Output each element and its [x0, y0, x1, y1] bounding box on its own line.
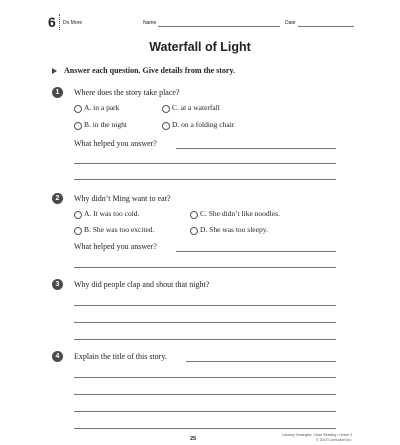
q1-answer-line-2[interactable] — [74, 163, 336, 164]
question-1-followup: What helped you answer? — [74, 139, 157, 148]
q1-option-a-label: A. in a park — [84, 103, 120, 112]
q4-answer-line-4[interactable] — [74, 411, 336, 412]
page-title: Waterfall of Light — [149, 40, 251, 54]
q2-option-b-radio[interactable] — [74, 227, 82, 235]
date-field[interactable] — [298, 26, 354, 27]
q4-answer-line-1[interactable] — [186, 361, 336, 362]
q3-answer-line-1[interactable] — [74, 305, 336, 306]
q1-option-b-label: B. in the night — [84, 120, 127, 129]
q2-option-a-radio[interactable] — [74, 211, 82, 219]
q2-option-b-label: B. She was too excited. — [84, 225, 155, 234]
q3-answer-line-3[interactable] — [74, 339, 336, 340]
question-4-number: 4 — [52, 351, 63, 362]
question-2-number: 2 — [52, 193, 63, 204]
question-4-text: Explain the title of this story. — [74, 352, 167, 361]
q2-answer-line-1[interactable] — [176, 251, 336, 252]
question-3-number: 3 — [52, 279, 63, 290]
q4-answer-line-3[interactable] — [74, 394, 336, 395]
q4-answer-line-2[interactable] — [74, 377, 336, 378]
q1-option-a-radio[interactable] — [74, 105, 82, 113]
q1-option-b-radio[interactable] — [74, 122, 82, 130]
page-number: 25 — [190, 436, 197, 442]
q4-answer-line-5[interactable] — [74, 428, 336, 429]
q1-answer-line-3[interactable] — [74, 179, 336, 180]
question-1-text: Where does the story take place? — [74, 88, 180, 97]
name-label: Name — [143, 20, 157, 26]
unit-number: 6 — [48, 14, 56, 30]
question-3-text: Why did people clap and shout that night? — [74, 280, 210, 289]
section-label: Do More — [63, 20, 83, 26]
q1-option-d-radio[interactable] — [162, 122, 170, 130]
name-field[interactable] — [158, 26, 280, 27]
date-label: Date — [285, 20, 296, 26]
q3-answer-line-2[interactable] — [74, 322, 336, 323]
play-arrow-icon — [52, 68, 57, 74]
q2-answer-line-2[interactable] — [74, 267, 336, 268]
question-2-followup: What helped you answer? — [74, 242, 157, 251]
question-2-text: Why didn’t Ming want to eat? — [74, 194, 171, 203]
q2-option-c-radio[interactable] — [190, 211, 198, 219]
instructions: Answer each question. Give details from the story. — [64, 66, 236, 75]
q1-option-c-label: C. at a waterfall — [172, 103, 220, 112]
q2-option-a-label: A. It was too cold. — [84, 209, 140, 218]
q2-option-d-label: D. She was too sleepy. — [200, 225, 268, 234]
q1-answer-line-1[interactable] — [176, 148, 336, 149]
q2-option-c-label: C. She didn’t like noodles. — [200, 209, 280, 218]
header-divider — [59, 14, 60, 30]
footer-credit-2: © 2019 Curriculum Inc. — [316, 438, 352, 442]
question-1-number: 1 — [52, 87, 63, 98]
q1-option-c-radio[interactable] — [162, 105, 170, 113]
footer-credit-1: Literacy Strategies: Close Reading • Grade 3 — [282, 433, 352, 437]
q1-option-d-label: D. on a folding chair — [172, 120, 235, 129]
q2-option-d-radio[interactable] — [190, 227, 198, 235]
